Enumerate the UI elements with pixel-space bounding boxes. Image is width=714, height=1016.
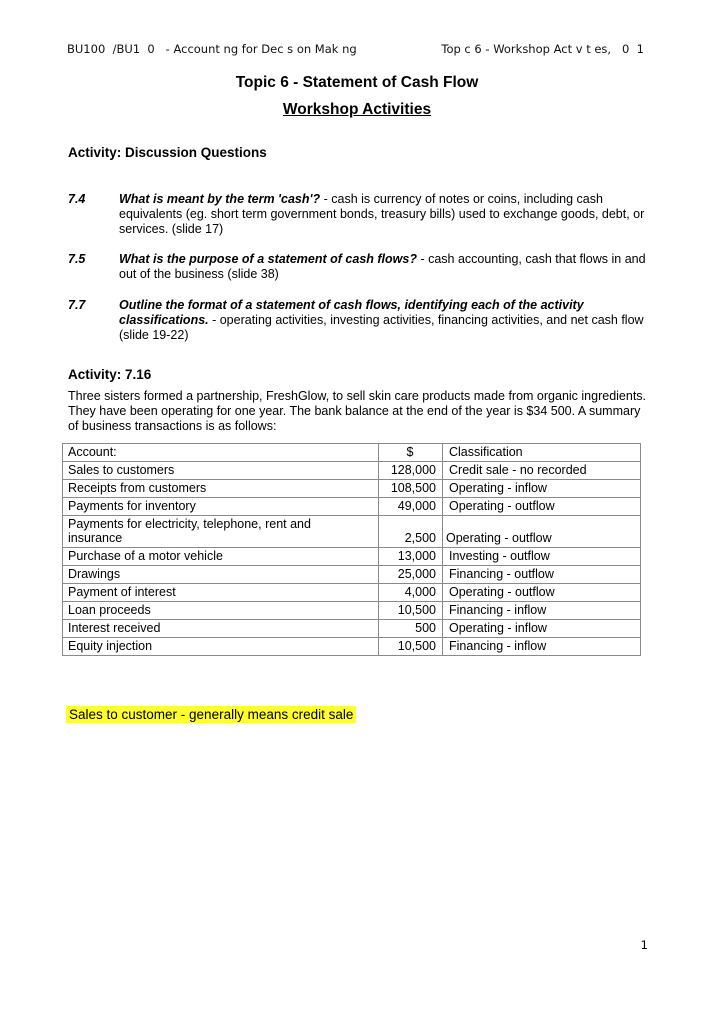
table-row xyxy=(63,566,641,584)
table-row xyxy=(63,584,641,602)
table-row xyxy=(63,620,641,638)
question-text: What is meant by the term 'cash'? xyxy=(119,192,321,206)
cell-account: Sales to customers xyxy=(63,462,379,480)
column-header-amount: $ xyxy=(379,444,443,462)
page-number: 1 xyxy=(640,938,648,952)
highlighted-note: Sales to customer - generally means credit sale xyxy=(66,706,356,723)
question-number: 7.4 xyxy=(68,192,86,206)
cell-classification: Operating - outflow xyxy=(443,516,641,548)
question-text: Outline the format of a statement of cash flows, identifying each of the activity classifications. xyxy=(119,298,584,327)
column-header-classification: Classification xyxy=(443,444,641,462)
cell-amount: 500 xyxy=(379,620,443,638)
table-row xyxy=(63,638,641,656)
cell-classification: Investing - outflow xyxy=(443,548,641,566)
cell-amount: 25,000 xyxy=(379,566,443,584)
cell-account: Interest received xyxy=(63,620,379,638)
cell-account: Purchase of a motor vehicle xyxy=(63,548,379,566)
cell-classification: Operating - inflow xyxy=(443,480,641,498)
question-number: 7.7 xyxy=(68,298,86,312)
cell-classification: Financing - inflow xyxy=(443,638,641,656)
transactions-table xyxy=(62,443,641,656)
cell-amount: 4,000 xyxy=(379,584,443,602)
question-text: What is the purpose of a statement of cash flows? xyxy=(119,252,417,266)
cell-account: Loan proceeds xyxy=(63,602,379,620)
answer-text: - cash accounting, cash that flows in and out of the business (slide 38) xyxy=(119,252,646,281)
table-row xyxy=(63,602,641,620)
cell-account: Payments for inventory xyxy=(63,498,379,516)
cell-account: Payment of interest xyxy=(63,584,379,602)
cell-amount: 10,500 xyxy=(379,638,443,656)
question-7-5 xyxy=(68,252,648,282)
cell-account: Receipts from customers xyxy=(63,480,379,498)
question-number: 7.5 xyxy=(68,252,86,266)
cell-classification: Financing - inflow xyxy=(443,602,641,620)
cell-amount: 128,000 xyxy=(379,462,443,480)
cell-classification: Operating - inflow xyxy=(443,620,641,638)
cell-classification: Operating - outflow xyxy=(443,498,641,516)
cell-classification: Financing - outflow xyxy=(443,566,641,584)
cell-amount: 108,500 xyxy=(379,480,443,498)
question-7-4 xyxy=(68,192,648,237)
cell-account-text: Payments for electricity, telephone, rent and insurance xyxy=(68,517,311,545)
cell-amount: 2,500 xyxy=(379,516,443,548)
question-7-7 xyxy=(68,298,648,343)
table-row xyxy=(63,516,641,548)
cell-account: Equity injection xyxy=(63,638,379,656)
cell-account: Drawings xyxy=(63,566,379,584)
table-header-row xyxy=(63,444,641,462)
cell-amount: 13,000 xyxy=(379,548,443,566)
cell-account xyxy=(63,516,379,548)
activity-heading: Activity: 7.16 xyxy=(68,367,152,382)
page-title: Topic 6 - Statement of Cash Flow xyxy=(235,74,479,91)
answer-text: - cash is currency of notes or coins, including cash equivalents (eg. short term government bonds, treasury bills) used to exchange goods, debt, or services. (slide 17) xyxy=(119,192,645,236)
column-header-account: Account: xyxy=(63,444,379,462)
answer-text: - operating activities, investing activities, financing activities, and net cash flow (slide 19-22) xyxy=(119,313,644,342)
page-subtitle: Workshop Activities xyxy=(282,101,432,118)
table-row xyxy=(63,498,641,516)
table-row xyxy=(63,548,641,566)
running-header-left: BU100 /BU1 0 - Account ng for Dec s on Mak ng xyxy=(67,42,357,56)
cell-amount: 10,500 xyxy=(379,602,443,620)
cell-classification: Operating - outflow xyxy=(443,584,641,602)
cell-classification: Credit sale - no recorded xyxy=(443,462,641,480)
table-row xyxy=(63,462,641,480)
activity-intro: Three sisters formed a partnership, FreshGlow, to sell skin care products made from organic ingredients. They have been operating for one year. The bank balance at the end of the year is $34 500. A summary of business transactions is as follows: xyxy=(68,389,647,433)
cell-amount: 49,000 xyxy=(379,498,443,516)
running-header-right: Top c 6 - Workshop Act v t es, 0 1 xyxy=(441,42,644,56)
table-row xyxy=(63,480,641,498)
discussion-heading: Activity: Discussion Questions xyxy=(68,145,267,160)
